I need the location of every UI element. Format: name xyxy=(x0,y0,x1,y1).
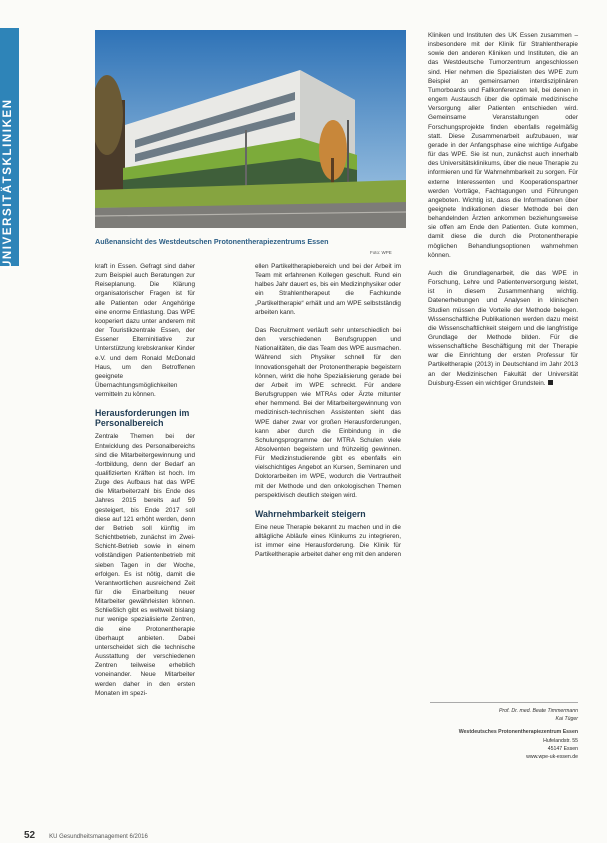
page-footer xyxy=(24,830,148,841)
signature-divider xyxy=(430,702,578,703)
building-photo xyxy=(95,30,406,228)
column2-paragraph-1: ellen Partikeltherapiebereich und bei der Arbeit im Team mit erfahrenen Kollegen geschult. Rund ein halbes Jahr dauert es, bis ein Medizinphysiker oder ein Strahlentherapeut die Fachkunde „Partikeltherapie“ erhält und am WPE selbstständig arbeiten kann. xyxy=(255,263,401,316)
column1-intro: kraft in Essen. Gefragt sind daher zum Beispiel auch Beratungen zur Reiseplanung. Die Klärung organisatorischer Fragen ist für alle Patienten oder Angehörige eine enorme Entlastung. Das WPE kooperiert dazu unter anderem mit der Touristikzentrale Essen, der Essener Elterninitiative zur Unterstützung krebskranker Kinder e.V. und dem Ronald McDonald Haus, um den Betroffenen geeignete Übernachtungsmöglichkeiten vermitteln zu können. xyxy=(95,263,195,399)
text-column-1 xyxy=(95,262,195,698)
author-website: www.wpe-uk-essen.de xyxy=(526,754,578,761)
text-column-3 xyxy=(428,31,578,388)
end-of-article-mark xyxy=(548,380,553,385)
section-sidebar xyxy=(0,28,19,269)
author-signature xyxy=(430,702,578,761)
magazine-name: KU Gesundheitsmanagement 6/2016 xyxy=(49,834,148,840)
section-heading-personnel: Herausforderungen im Personalbereich xyxy=(95,408,190,429)
page-number: 52 xyxy=(24,830,36,841)
text-column-2 xyxy=(255,262,401,560)
author-organization: Westdeutsches Protonentherapiezentrum Essen xyxy=(458,729,578,736)
column1-body: Zentrale Themen bei der Entwicklung des Personalbereichs sind die Mitarbeitergewinnung und -fortbildung, denn der Bedarf an qualifizierten Kräften ist hoch. Im Zuge des Aufbaus hat das WPE die Mitarbeiterzahl bis Ende des Jahres 2015 bereits auf 59 gesteigert, bis Ende 2017 soll diese auf 121 erhöht werden, denn der Betrieb soll künftig im Schichtbetrieb, zunächst im Zwei-Schicht-Betrieb sowie in einem vollständigen Patientenbetrieb mit sieben Tagen in der Woche, erfolgen. Es ist nötig, damit die Verantwortlichen ausreichend Zeit für die Einarbeitung neuer Mitarbeiter gewährleisten können. Schließlich gibt es weltweit bislang nur wenige spezialisierte Zentren, die eine Protonentherapie überhaupt anbieten. Dabei unterscheidet sich die technische Ausstattung der verschiedenen Zentren teilweise erheblich voneinander. Neue Mitarbeiter werden daher in den ersten Monaten im spezi- xyxy=(95,433,195,697)
column3-paragraph-1: Kliniken und Instituten des UK Essen zusammen – insbesondere mit der Klinik für Strahlentherapie sowie den anderen Kliniken und Instituten, die an das Westdeutsche Tumorzentrum angeschlossen sind. Hier nehmen die Spezialisten des WPE zum Beispiel an gemeinsamen interdisziplinären Tumorboards und Fallkonferenzen teil, bei denen in engem Austausch über die optimale medizinische Versorgung aller Patienten entschieden wird. Gemeinsame Veranstaltungen oder Forschungsprojekte finden ebenfalls regelmäßig statt. Diese Zusammenarbeit aufzubauen, war gerade in der Anfangsphase eine wichtige Aufgabe für das WPE. Sie ist nun, zunächst auch innerhalb des Universitätsklinikums, über die neue Therapie zu informieren und für Wahrnehmbarkeit zu sorgen. Für externe Interessenten und Kooperationspartner werden Vorträge, Fachtagungen und Führungen angeboten. Wichtig ist, dass die Informationen über geeignete Indikationen dieser Methode bei den behandelnden Ärzten ankommen beziehungsweise sie offen am Ende den Patienten. Gute kommen, damit diese die durch die Protonentherapie möglichen Behandlungsoptionen wahrnehmen können. xyxy=(428,32,578,259)
column2-paragraph-3: Eine neue Therapie bekannt zu machen und in die alltägliche Abläufe eines Klinikums zu integrieren, ist immer eine Herausforderung. Die Klinik für Partikeltherapie arbeitet daher eng mit den anderen xyxy=(255,523,402,559)
section-heading-visibility: Wahrnehmbarkeit steigern xyxy=(255,508,366,519)
column2-paragraph-2: Das Recruitment verläuft sehr unterschiedlich bei den verschiedenen Berufsgruppen und Nationalitäten, die das Team des WPE ausmachen. Während sich Physiker schnell für den Innovationsgehalt der Protonentherapie begeistern können, wirkt die hohe Spezialisierung gerade bei der Arbeit im WPE schreckt. Für andere Berufsgruppen wie MTRAs oder Ärzte mitunter eher hemmend. Bei der Mitarbeitergewinnung von medizinisch-technischen Assistenten sieht das WPE daher zwar vor großen Herausforderungen, kann aber durch die Einbindung in die Schulungsprogramme der MTRA Schulen viele Absolventen begeistern und frühzeitig gewinnen. Für Medizinstudierende gibt es ebenfalls ein vielschichtiges Angebot an Kursen, Seminaren und Doktorarbeiten im WPE, wodurch die Vertrautheit mit der Methode und den onkologischen Themen perspektivisch deutlich steigen wird. xyxy=(255,326,401,499)
author-street: Hufelandstr. 55 xyxy=(543,737,578,744)
section-label: UNIVERSITÄTSKLINIKEN xyxy=(2,98,14,269)
author-name-2: Kai Tüger xyxy=(555,716,578,723)
photo-caption: Außenansicht des Westdeutschen Protonentherapiezentrums Essen xyxy=(95,237,329,246)
author-city: 45147 Essen xyxy=(547,745,578,752)
building-photo-illustration xyxy=(95,30,406,228)
column3-paragraph-2 xyxy=(428,269,578,388)
column3-paragraph-2-text: Auch die Grundlagenarbeit, die das WPE in Forschung, Lehre und Patientenversorgung leistet, ist in diesem Zusammenhang wichtig. Datenerhebungen und Analysen in klinischen Studien müssen die Vorteile der Methode belegen. Wissenschaftliche Publikationen werden dazu meist die Wissenschaftlichkeit steigern und die langfristige Grundlage der Methode bilden. Für die wissenschaftliche Beschäftigung mit der Therapie war die Einrichtung der ersten Professur für Partikeltherapie (2013) in Deutschland im Jahr 2013 an der Medizinischen Fakultät der Universität Duisburg-Essen ein wichtiger Grundstein. xyxy=(428,269,578,387)
author-name: Prof. Dr. med. Beate Timmermann xyxy=(498,708,578,714)
photo-credit: Foto: WPE xyxy=(370,250,392,255)
